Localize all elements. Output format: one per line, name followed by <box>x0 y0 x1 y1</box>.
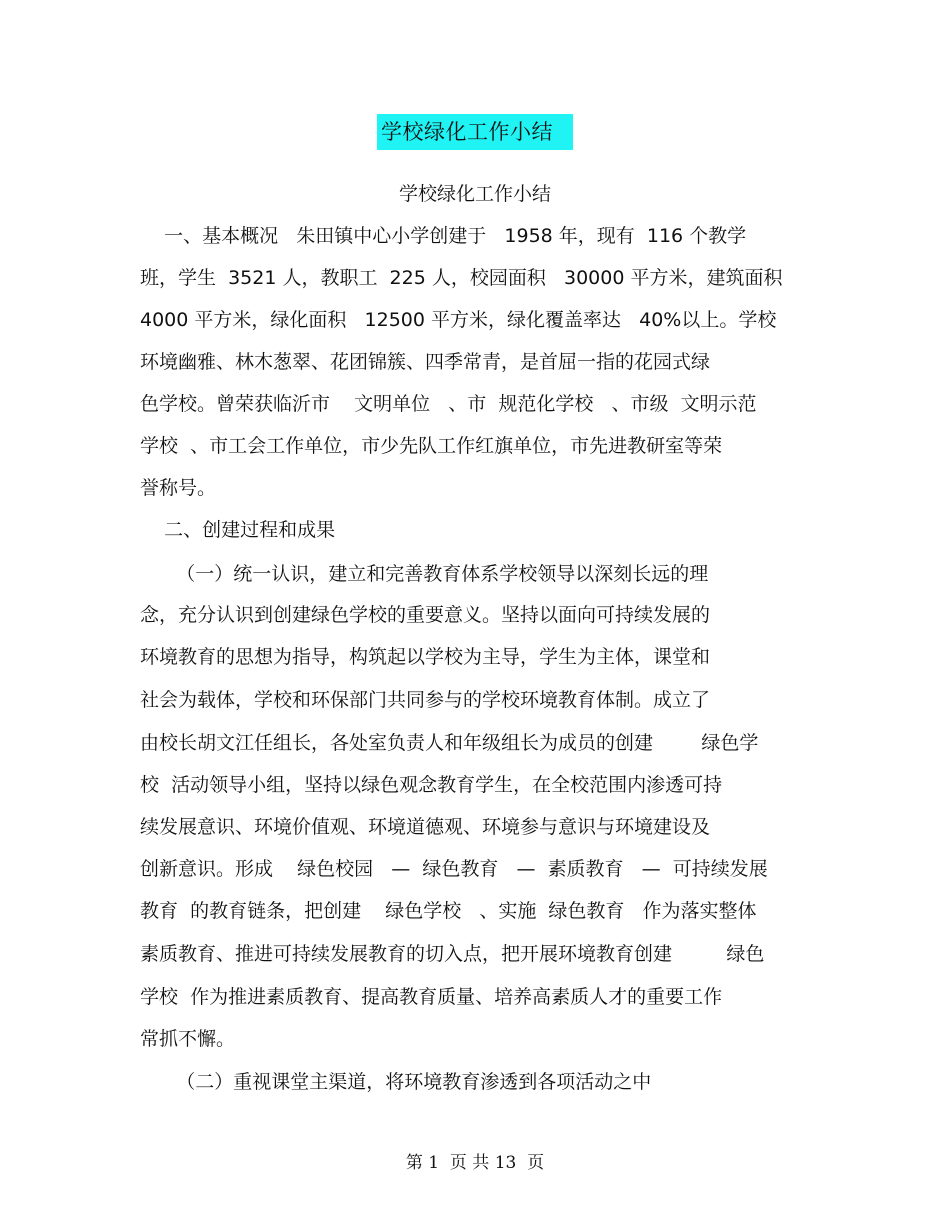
body-line: 素质教育、推进可持续发展教育的切入点，把开展环境教育创建 绿色 <box>140 943 765 965</box>
body-line: 常抓不懈。 <box>140 1028 236 1050</box>
body-line: 念，充分认识到创建绿色学校的重要意义。坚持以面向可持续发展的 <box>140 604 711 626</box>
document-title: 学校绿化工作小结 <box>377 114 573 150</box>
body-line: 续发展意识、环境价值观、环境道德观、环境参与意识与环境建设及 <box>140 816 711 838</box>
section-heading: 二、创建过程和成果 <box>140 519 336 541</box>
body-line: 学校 作为推进素质教育、提高教育质量、培养高素质人才的重要工作 <box>140 986 723 1008</box>
page-footer: 第 1 页 共 13 页 <box>405 1153 545 1173</box>
subsection-heading: （一）统一认识，建立和完善教育体系学校领导以深刻长远的理 <box>140 563 709 585</box>
body-line: 校 活动领导小组，坚持以绿色观念教育学生，在全校范围内渗透可持 <box>140 774 723 796</box>
body-line: 4000 平方米，绿化面积 12500 平方米，绿化覆盖率达 40%以上。学校 <box>140 309 777 331</box>
body-line: 由校长胡文江任组长，各处室负责人和年级组长为成员的创建 绿色学 <box>140 732 759 754</box>
body-line: 班，学生 3521 人，教职工 225 人，校园面积 30000 平方米，建筑面积 <box>140 267 783 289</box>
document-subtitle: 学校绿化工作小结 <box>398 183 551 205</box>
body-line: 社会为载体，学校和环保部门共同参与的学校环境教育体制。成立了 <box>140 689 711 711</box>
body-line: 教育 的教育链条，把创建 绿色学校 、实施 绿色教育 作为落实整体 <box>140 900 757 922</box>
body-line: 誉称号。 <box>140 477 217 499</box>
subsection-heading: （二）重视课堂主渠道，将环境教育渗透到各项活动之中 <box>140 1071 652 1093</box>
title-container <box>0 114 950 150</box>
body-line: 色学校。曾荣获临沂市 文明单位 、市 规范化学校 、市级 文明示范 <box>140 393 757 415</box>
body-line: 环境幽雅、林木葱翠、花团锦簇、四季常青，是首屈一指的花园式绿 <box>140 351 711 373</box>
body-line: 环境教育的思想为指导，构筑起以学校为主导，学生为主体，课堂和 <box>140 646 711 668</box>
body-line: 学校 、市工会工作单位，市少先队工作红旗单位，市先进教研室等荣 <box>140 435 723 457</box>
body-line: 创新意识。形成 绿色校园 — 绿色教育 — 素质教育 — 可持续发展 <box>140 858 768 880</box>
body-line: 一、基本概况 朱田镇中心小学创建于 1958 年，现有 116 个教学 <box>140 225 747 247</box>
